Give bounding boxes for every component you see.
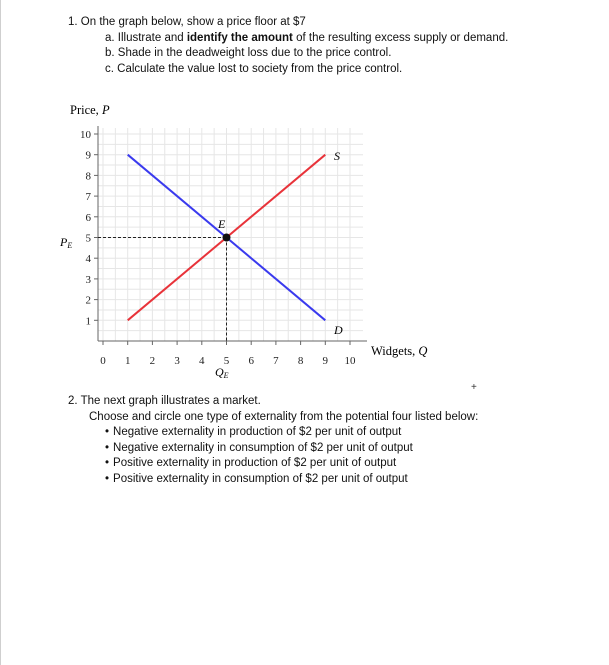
quantity-axis-variable: Q (418, 344, 428, 358)
x-tick-label: 10 (344, 355, 356, 367)
equilibrium-point-label: E (218, 217, 226, 231)
externality-option[interactable]: • Negative externality in consumption of $2 per unit of output (105, 441, 478, 457)
y-tick-label: 8 (85, 170, 91, 183)
part-a-bold: identify the amount (186, 31, 293, 44)
question-2 (68, 394, 478, 487)
equilibrium-quantity-label (215, 365, 229, 380)
x-tick-label: 3 (174, 355, 180, 367)
supply-curve-label: S (334, 149, 340, 163)
price-axis-label (70, 103, 110, 117)
price-axis-label-text: Price, (70, 103, 102, 117)
y-tick-label: 1 (85, 315, 91, 328)
y-tick-label: 6 (85, 211, 91, 224)
y-tick-label: 4 (85, 253, 91, 266)
quantity-axis-label (371, 344, 427, 358)
pe-main: P (60, 235, 68, 249)
x-tick-label: 4 (199, 355, 205, 367)
externality-option[interactable]: • Positive externality in production of $2 per unit of output (105, 456, 478, 472)
question-1-part-c: c. Calculate the value lost to society from the price control. (105, 62, 403, 75)
externality-options (68, 425, 478, 487)
plus-mark: + (471, 382, 477, 393)
equilibrium-price-label (59, 235, 72, 250)
x-tick-label: 9 (322, 355, 329, 367)
qe-sub: E (223, 371, 229, 380)
question-2-title: 2. The next graph illustrates a market. (68, 395, 261, 407)
y-tick-label: 2 (85, 294, 91, 307)
y-tick-label: 7 (85, 191, 91, 204)
y-tick-label: 3 (85, 273, 91, 286)
x-tick-label: 5 (223, 355, 230, 367)
quantity-axis-label-text: Widgets, (371, 344, 419, 358)
x-tick-label: 7 (273, 355, 279, 367)
y-tick-label: 9 (85, 149, 91, 162)
x-tick-label: 0 (100, 355, 106, 367)
part-a-prefix: a. Illustrate and (105, 31, 187, 44)
part-a-suffix: of the resulting excess supply or demand. (292, 31, 509, 44)
equilibrium-point (223, 234, 231, 242)
pe-sub: E (67, 241, 73, 250)
x-tick-label: 6 (248, 355, 254, 367)
externality-option[interactable]: • Positive externality in consumption of $2 per unit of output (105, 472, 478, 488)
question-1-part-b: b. Shade in the deadweight loss due to the price control. (105, 47, 392, 59)
externality-option[interactable]: • Negative externality in production of $2 per unit of output (105, 425, 478, 441)
x-tick-label: 2 (149, 355, 156, 367)
question-2-intro: Choose and circle one type of externality from the potential four listed below: (89, 410, 479, 423)
x-tick-label: 8 (297, 355, 304, 367)
y-tick-label: 10 (80, 129, 91, 141)
demand-curve-label: D (334, 323, 343, 337)
question-1-title: 1. On the graph below, show a price floor at $7 (68, 16, 306, 28)
price-axis-variable: P (101, 103, 110, 117)
y-tick-label: 5 (85, 232, 91, 245)
x-tick-label: 1 (124, 355, 131, 367)
qe-main: Q (215, 365, 224, 379)
